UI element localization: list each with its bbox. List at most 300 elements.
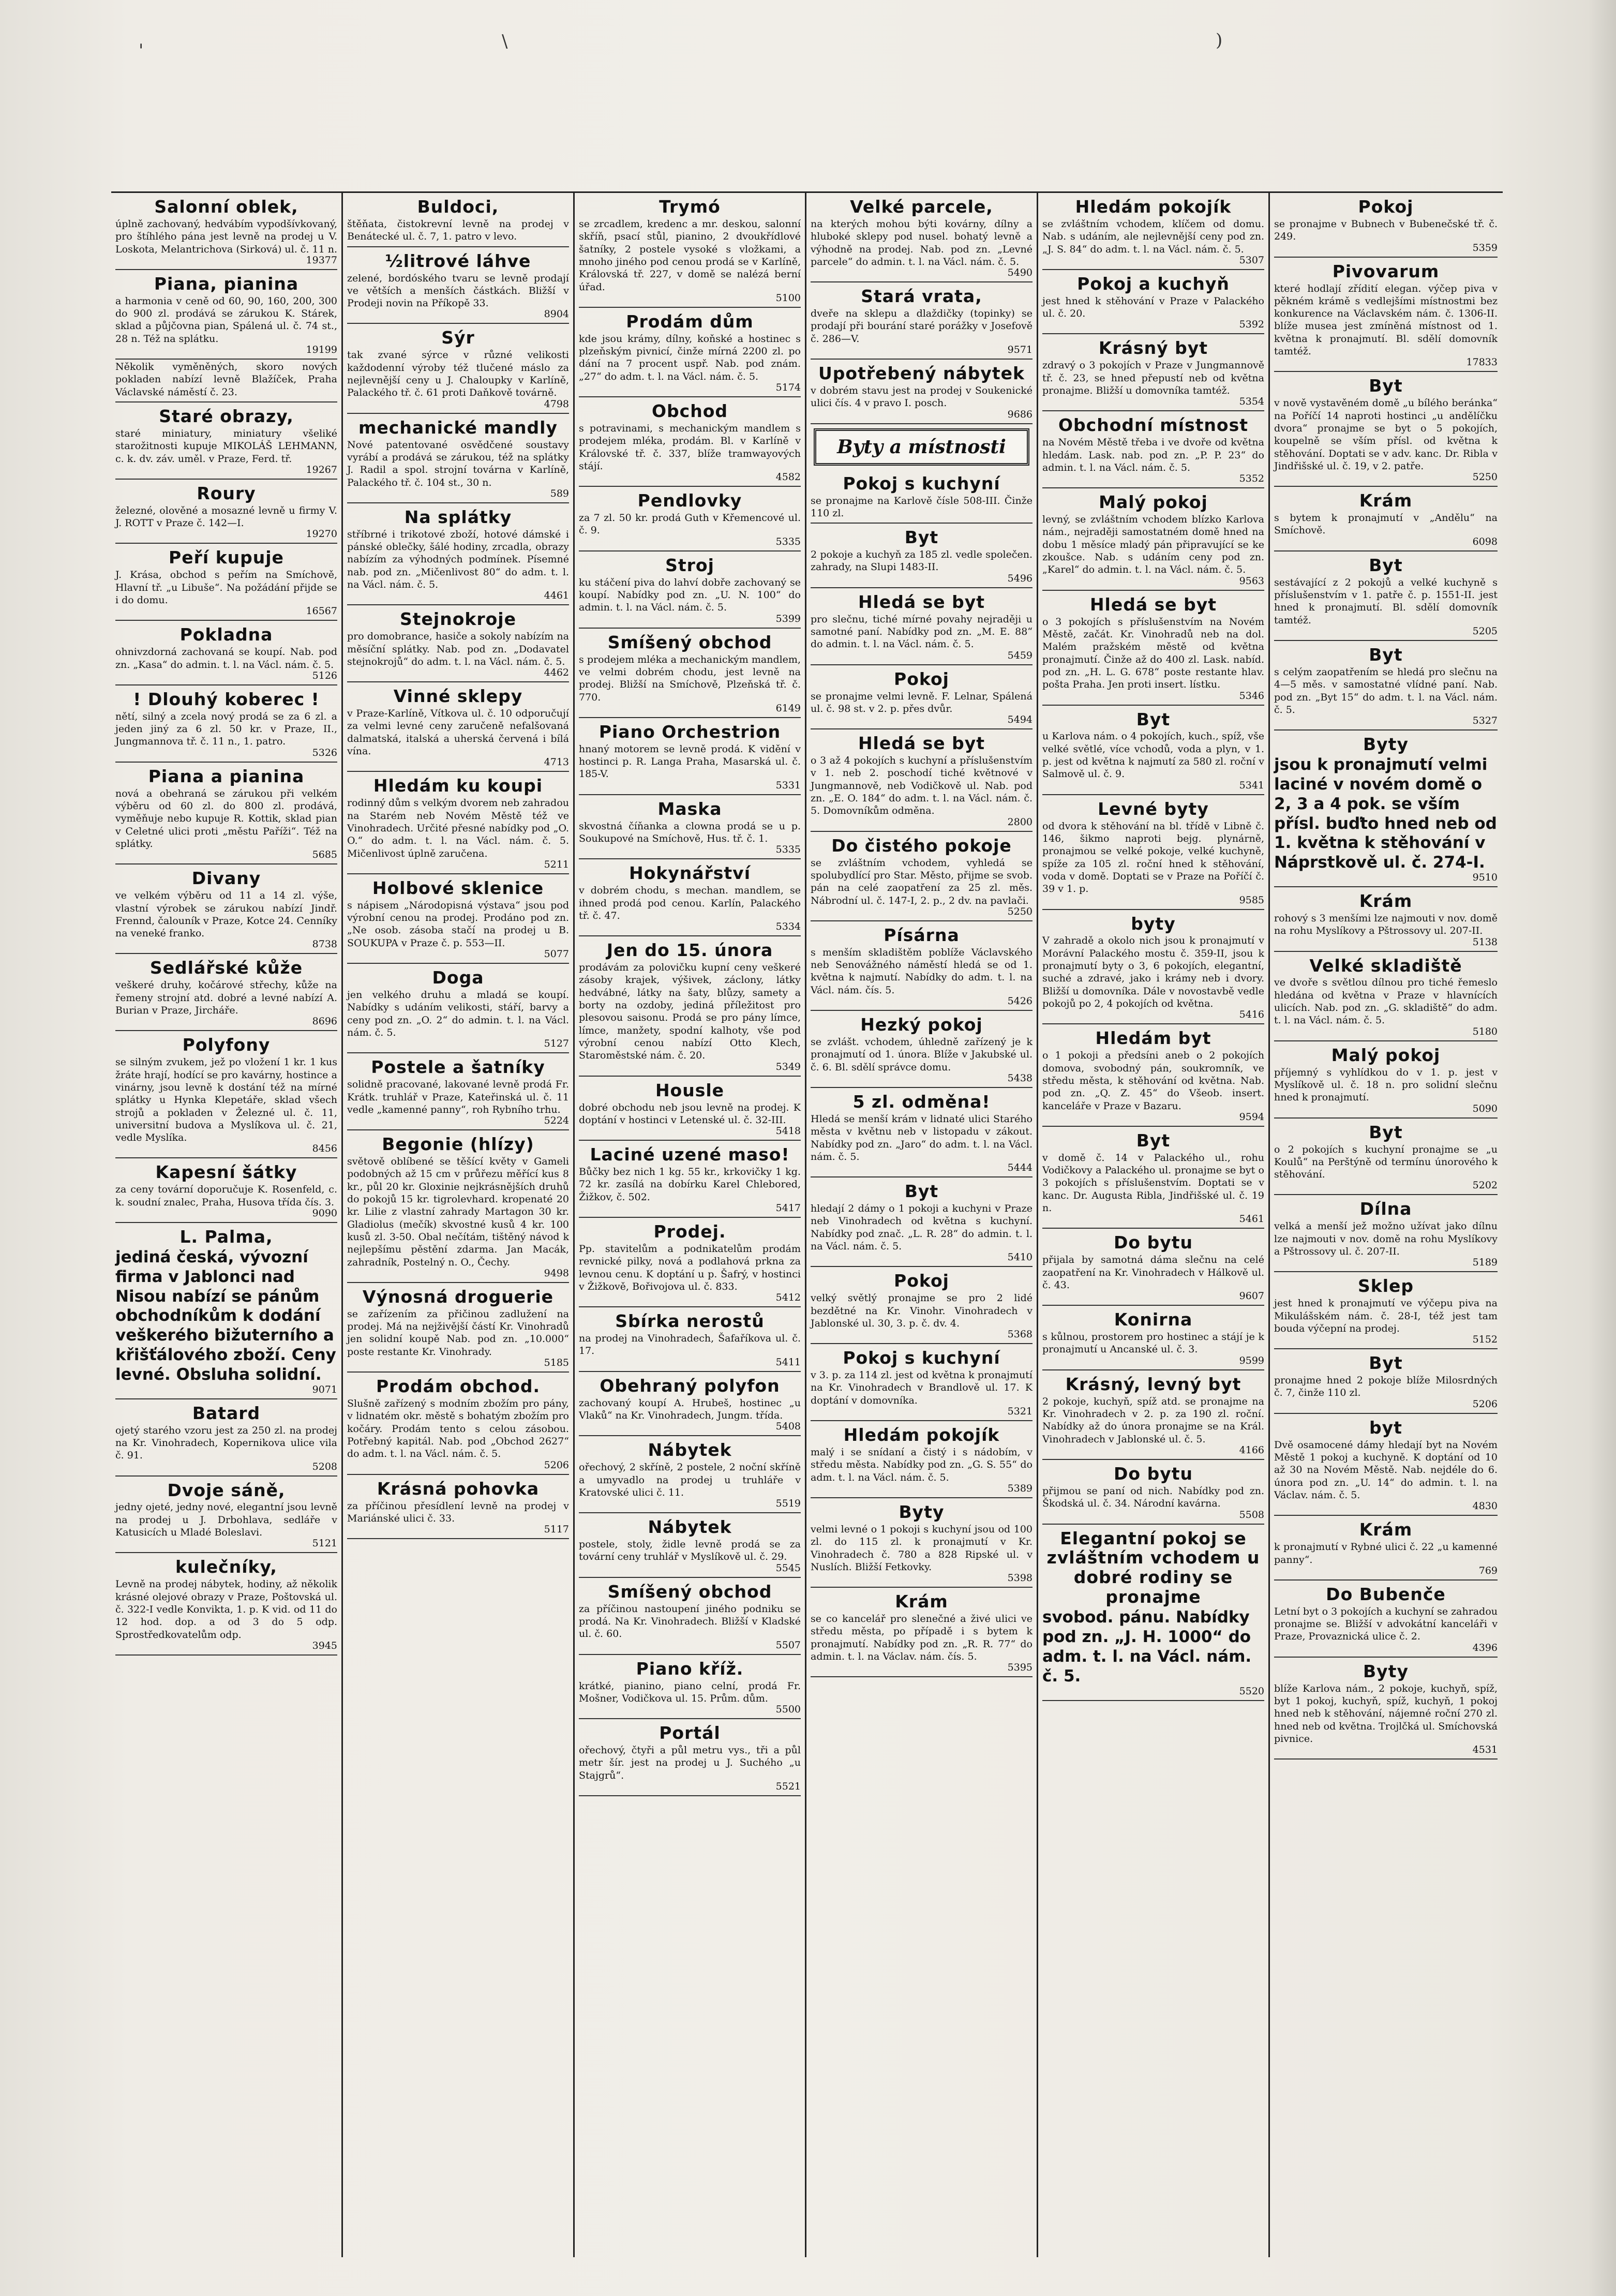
ad-heading: Výnosná droguerie [362, 1286, 554, 1307]
classified-ad [1042, 270, 1264, 335]
ad-heading: Sedlářské kůže [149, 958, 303, 978]
ad-text: v Praze-Karlíně, Vítkova ul. č. 10 odporučují za velmi levné ceny zaručeně nefalšovaná dalmatská, italská a uherská červená i bílá vína. [347, 708, 569, 757]
ad-heading: byt [1369, 1417, 1402, 1438]
classified-ad [1274, 730, 1498, 887]
ad-number: 5408 [775, 1421, 801, 1433]
ad-heading: Hledá se byt [858, 591, 985, 612]
classified-ad [811, 470, 1033, 524]
ad-number: 4713 [544, 756, 569, 768]
ad-number: 8904 [544, 308, 569, 320]
classified-ad [811, 588, 1033, 665]
ad-number: 8456 [312, 1143, 337, 1155]
ad-heading: Na splátky [404, 506, 512, 527]
ad-heading: Krám [1359, 1519, 1413, 1540]
ad-heading: Do Bubenče [1326, 1584, 1446, 1604]
ad-text: hledají 2 dámy o 1 pokoji a kuchyni v Praze neb Vinohradech od května s kuchyní. Nabídky pod znač. „L. R. 28“ do admin. t. l. na Václ. nám. č. 5. [811, 1203, 1033, 1252]
ad-text: jest hned k stěhování v Praze v Palackého ul. č. 20. [1042, 295, 1264, 320]
ad-number: 5127 [544, 1038, 569, 1050]
ad-heading: Kapesní šátky [155, 1162, 297, 1183]
ad-number: 5416 [1239, 1009, 1264, 1021]
ad-heading: Do bytu [1114, 1463, 1193, 1484]
ad-heading: Nábytek [648, 1517, 732, 1538]
ad-heading: Maska [657, 798, 722, 819]
ad-heading: Byt [1136, 1130, 1171, 1151]
ad-text: a harmonia v ceně od 60, 90, 160, 200, 300 do 900 zl. prodává se zárukou K. Stárek, sklad a půjčovna pian, Spálená ul. č. 74 st., 28 n. Též na splátku. [115, 295, 337, 345]
classified-ad [347, 1475, 569, 1540]
column-5 [1038, 193, 1270, 2257]
classified-ad [1042, 706, 1264, 795]
classified-ad [1274, 952, 1498, 1041]
ad-number: 5521 [775, 1781, 801, 1793]
ad-text: k pronajmutí v Rybné ulici č. 22 „u kamenné panny“. [1274, 1541, 1498, 1566]
ad-text: prodávám za polovičku kupní ceny veškeré zásoby krajek, výšivek, záclony, látky hedvábné, látky na šaty, blůzy, samety a borty na ozdoby, jediná příležitost pro plesovou saisonu. Prodá se pro pány límce, límce, manžety, spodní kalhoty, vše pod výrobní cenou nabízí Otto Klech, Staroměstské nám. č. 20. [579, 962, 801, 1062]
ad-text: se zvláštním vchodem, vyhledá se spolubydlící pro Star. Město, přijme se svob. pán na celé zaopatření za 25 zl. měs. Nábrodní ul. č. 147-I, 2. p., 2 dv. na pavlači. [811, 857, 1033, 906]
ad-number: 5180 [1472, 1025, 1498, 1037]
ad-number: 5389 [1007, 1482, 1033, 1494]
ad-number: 5346 [1239, 690, 1264, 702]
ad-heading: Hledá se byt [1089, 594, 1217, 615]
ad-heading: Vinné sklepy [393, 686, 523, 707]
ad-text: levný, se zvláštním vchodem blízko Karlova nám., nejraději samostatném domě hned na dobu 1 měsíce mladý pán připravující se ke zkoušce. Nab. s udáním ceny pod zn. „Karel“ do admin. t. l. na Václ. nám. č. 5. [1042, 514, 1264, 576]
ad-heading: Dílna [1359, 1199, 1412, 1219]
classified-ad [115, 1158, 337, 1223]
classified-ad [115, 954, 337, 1031]
ad-number: 4461 [544, 590, 569, 602]
classified-ad [347, 1373, 569, 1475]
classified-ad [1274, 1414, 1498, 1516]
column-2 [343, 193, 575, 2257]
ad-text: které hodlají zřídití elegan. výčep piva v pěkném krámě s vedlejšími místnostmi bez konkurence na Václavském nám. č. 1306-II. blíže musea jest zmíněná místnost od 1. května k pronajmutí. Bl. sdělí domovník tamtéž. [1274, 282, 1498, 357]
ad-number: 9571 [1007, 344, 1033, 356]
classified-ad [811, 832, 1033, 921]
ad-text: jest hned k pronajmutí ve výčepu piva na Mikulášském nám. č. 28-I, též jest tam bouda výčepní na prodej. [1274, 1298, 1498, 1334]
ad-heading: Pokoj [1358, 197, 1414, 217]
ad-text: skvostná číňanka a clowna prodá se u p. Soukupové na Smíchově, Hus. tř. č. 1. [579, 820, 801, 844]
ad-heading: Begonie (hlízy) [382, 1134, 534, 1155]
ad-text: za 7 zl. 50 kr. prodá Guth v Křemencové ul. č. 9. [579, 512, 801, 536]
classified-ad [1042, 411, 1264, 488]
ad-heading: Byt [1369, 1353, 1403, 1374]
ad-number: 5211 [544, 858, 569, 870]
ad-heading: mechanické mandly [358, 417, 558, 438]
ad-number: 5461 [1239, 1213, 1264, 1225]
ad-text: v nově vystavěném domě „u bílého beránka“ na Poříčí 14 naproti hostinci „u andělíčku dvora“ pronajme se byt o 5 pokojích, koupelně se vším přísl. od května k stěhování. Doptati se v adv. kanc. Dr. Ribla v Jindřišské ul. č. 19, v 2. patře. [1274, 397, 1498, 472]
column-1 [111, 193, 343, 2257]
classified-ad [811, 1588, 1033, 1677]
ad-number: 4582 [775, 471, 801, 483]
ad-number: 5307 [1239, 254, 1264, 266]
classified-ad [811, 524, 1033, 588]
ad-text: se silným zvukem, jež po vložení 1 kr. 1 kus žráte hrají, hodící se pro kavárny, hostince a vinárny, jsou levně k dostání též na mírné splátky u Hynka Klepetáře, sklad všech strojů a pokladen v Železné ul. č. 11, universitní budova a Myslíkova ul. č. 21, vedle Myslíka. [115, 1056, 337, 1144]
classified-ad [811, 1177, 1033, 1267]
ad-text: o 2 pokojích s kuchyní pronajme se „u Koulů“ na Perštýně od termínu únorového k stěhování. [1274, 1143, 1498, 1181]
ad-heading: Sklep [1357, 1276, 1414, 1296]
ad-number: 19377 [306, 254, 337, 266]
ad-heading: Prodám dům [626, 311, 754, 332]
ad-heading: Byt [1369, 1122, 1403, 1142]
ad-text: svobod. pánu. Nabídky pod zn. „J. H. 1000“ do adm. t. l. na Václ. nám. č. 5. [1042, 1608, 1252, 1686]
classified-ad [579, 397, 801, 487]
ad-text: veškeré druhy, kočárové střechy, kůže na řemeny strojní atd. dobré a levné nabízí A. Burian v Praze, Jircháře. [115, 979, 337, 1016]
classified-ad [115, 544, 337, 621]
ad-number: 5410 [1007, 1251, 1033, 1263]
classified-ad [115, 480, 337, 544]
ad-number: 5426 [1007, 995, 1033, 1007]
ad-heading: Byty [1363, 1661, 1409, 1681]
ad-number: 5100 [775, 292, 801, 304]
ad-number: 5206 [1472, 1398, 1498, 1410]
classified-ad [347, 324, 569, 413]
ad-number: 8696 [312, 1016, 337, 1027]
ad-heading: Obchod [651, 401, 728, 421]
ad-text: jediná česká, vývozní firma v Jablonci nad Nisou nabízí se pánům obchodníkům k dodání veškerého bižuterního a křišťálového zboží. Ceny levné. Obsluha solidní. [115, 1247, 336, 1384]
ad-text: sestávající z 2 pokojů a velké kuchyně s příslušenstvím v 1. patře č. p. 1551-II. jest hned k pronajmutí. Bl. sdělí domovník tamtéž. [1274, 576, 1498, 626]
ad-text: 2 pokoje, kuchyň, spíž atd. se pronajme na Kr. Vinohradech v 2. p. za 190 zl. roční. Nabídky až do února pronajme se na Král. Vinohradech v Jablonské ul. č. 5. [1042, 1395, 1264, 1445]
ad-text: štěňata, čistokrevní levně na prodej v Benátecké ul. č. 7, 1. patro v levo. [347, 218, 569, 243]
classified-ad [579, 1513, 801, 1578]
ad-heading: Byty [899, 1501, 945, 1522]
ad-heading: Levné byty [1098, 798, 1209, 819]
ad-text: pro domobrance, hasiče a sokoly nabízím na měsíční splátky. Nab. pod zn. „Dodavatel stejnokrojů“ do adm. t. l. na Václ. nám. č. 5. [347, 631, 569, 667]
ad-text: s prodejem mléka a mechanickým mandlem, ve velmi dobrém chodu, jest levně na prodej. Bližší na Smíchově, Plzeňská tř. č. 770. [579, 653, 801, 703]
ad-heading: Piano Orchestrion [598, 721, 781, 742]
ad-number: 9498 [544, 1267, 569, 1279]
ad-number: 5138 [1472, 936, 1498, 948]
ad-number: 5202 [1472, 1180, 1498, 1191]
classified-ad [347, 1130, 569, 1283]
ad-number: 589 [550, 487, 569, 499]
ad-number: 9607 [1239, 1290, 1264, 1302]
ad-number: 5459 [1007, 649, 1033, 661]
ad-text: na kterých mohou býti kovárny, dílny a hluboké sklepy pod nusel. bohatý levně a výhodně na prodej. Nab. pod zn. „Levné parcele“ do admin. t. l. na Václ. nám. č. 5. [811, 218, 1033, 267]
ad-text: se zrcadlem, kredenc a mr. deskou, salonní skříň, psací stůl, pianino, 2 dvoukřídlové šatníky, 2 postele vysoké s vložkami, a mnoho jiného pod cenou prodá se v Karlíně, Královská tř. 227, v domě se nalézá berní úřad. [579, 218, 801, 293]
ad-number: 5090 [1472, 1102, 1498, 1114]
ad-text: přijmou se paní od nich. Nabídky pod zn. Škodská ul. č. 34. Národní kavárna. [1042, 1485, 1264, 1510]
ad-number: 19199 [306, 344, 337, 356]
ad-text: o 3 až 4 pokojích s kuchyní a příslušenstvím v 1. neb 2. poschodí tiché květnové v Jungmannově, neb Vodičkově ul. Nab. pod zn. „E. O. 184“ do adm. t. l. na Václ. nám. č. 5. Domovníkům odměna. [811, 755, 1033, 817]
classified-ad [579, 551, 801, 629]
ad-number: 2800 [1007, 816, 1033, 828]
classified-ad [347, 414, 569, 503]
ad-number: 6098 [1472, 535, 1498, 547]
classified-ad [347, 964, 569, 1053]
ad-number: 5335 [775, 535, 801, 547]
ad-heading: Do bytu [1114, 1232, 1193, 1253]
classified-ad [115, 763, 337, 865]
classified-ad [579, 1719, 801, 1796]
ad-text: se pronajme velmi levně. F. Lelnar, Spálená ul. č. 98 st. v 2. p. přes dvůr. [811, 690, 1033, 714]
classified-ad [1042, 1460, 1264, 1525]
ad-heading: byty [1131, 913, 1176, 934]
ad-heading: Krásný byt [1098, 338, 1208, 359]
classified-ad [811, 1011, 1033, 1088]
ad-heading: Konirna [1114, 1309, 1193, 1330]
ad-number: 5359 [1472, 242, 1498, 254]
ad-number: 5205 [1472, 625, 1498, 637]
ad-heading: Piana, pianina [154, 273, 299, 294]
ad-text: rohový s 3 menšími lze najmouti v nov. domě na rohu Myslíkovy a Pštrossovy ul. 207-II. [1274, 912, 1498, 937]
ad-heading: Hledám pokojík [1075, 197, 1232, 217]
ad-text: Bůčky bez nich 1 kg. 55 kr., krkovičky 1 kg. 72 kr. zasílá na dobírku Karel Chlebored, Žižkov, č. 502. [579, 1166, 801, 1203]
classified-ad [115, 402, 337, 480]
ad-text: ořechový, čtyři a půl metru vys., tři a půl metr šír. jest na prodej u J. Suchého „u Stajgrů“. [579, 1745, 801, 1781]
ad-heading: Trymó [659, 197, 721, 217]
classified-ad [115, 270, 337, 360]
ad-number: 5326 [312, 747, 337, 758]
ad-heading: Pokoj [894, 1271, 949, 1291]
classified-ad [579, 1372, 801, 1437]
classified-ad [347, 193, 569, 247]
column-4 [806, 193, 1038, 2257]
ad-heading: ½litrové láhve [385, 250, 531, 271]
ad-number: 5341 [1239, 779, 1264, 791]
ad-number: 5077 [544, 948, 569, 960]
classified-ad [1274, 1272, 1498, 1349]
ad-number: 5152 [1472, 1334, 1498, 1346]
classified-ad [115, 193, 337, 270]
ad-heading: Elegantní pokoj se zvláštním vchodem u dobré rodiny se pronajme [1046, 1528, 1260, 1607]
ad-text: přijala by samotná dáma slečnu na celé zaopatření na Kr. Vinohradech v Hálkově ul. č. 43. [1042, 1254, 1264, 1291]
ad-number: 5519 [775, 1498, 801, 1510]
ad-heading: ! Dlouhý koberec ! [133, 689, 320, 709]
ad-text: za příčinou nastoupení jiného podniku se prodá. Na Kr. Vinohradech. Bližší v Kladské ul. č. 60. [579, 1603, 801, 1640]
ad-text: krátké, pianino, piano celní, prodá Fr. Mošner, Vodičkova ul. 15. Prům. dům. [579, 1680, 801, 1704]
ad-heading: Prodám obchod. [376, 1376, 541, 1397]
classified-ad [347, 772, 569, 874]
classified-ad [1042, 193, 1264, 270]
classified-ad [115, 685, 337, 763]
ad-text: s potravinami, s mechanickým mandlem s prodejem mléka, prodám. Bl. v Karlíně v Královské tř. č. 337, blíže tramwayových stájí. [579, 422, 801, 472]
ad-text: zachovaný koupí A. Hrubeš, hostinec „u Vlaků“ na Kr. Vinohradech, Jungm. třída. [579, 1397, 801, 1421]
ad-text: v dobrém stavu jest na prodej v Soukenické ulici čís. 4 v pravo I. posch. [811, 385, 1033, 409]
ad-number: 19267 [306, 464, 337, 475]
ad-number: 9071 [312, 1383, 337, 1395]
ad-text: Levně na prodej nábytek, hodiny, až několik krásné olejové obrazy v Praze, Poštovská ul. č. 322-I vedle Konvikta, 1. p. K vid. od 11 do 12 hod. dop. a od 3 do 5 odp. Sprostředkovatelům odp. [115, 1578, 337, 1641]
ad-number: 5189 [1472, 1257, 1498, 1269]
classified-ad [811, 1344, 1033, 1421]
ad-number: 5444 [1007, 1162, 1033, 1174]
ad-text: blíže Karlova nám., 2 pokoje, kuchyň, spíž, byt 1 pokoj, kuchyň, spíž, kuchyň, 1 pokoj hned neb k stěhování, nájemné roční 270 zl. hned neb od května. Trojlčká ul. Smíchovská pivnice. [1274, 1682, 1498, 1745]
ad-number: 5507 [775, 1639, 801, 1651]
classified-ad [1042, 1024, 1264, 1127]
ad-text: se zvlášt. vchodem, úhledně zařízený je k pronajmutí od 1. února. Blíže v Jakubské ul. č. 6. Bl. sdělí správce domu. [811, 1036, 1033, 1073]
ad-text: staré miniatury, miniatury všeliké starožitnosti kupuje MIKOLÁŠ LEHMANN, c. k. dv. záv. uměl. v Praze, Ferd. tř. [115, 427, 337, 465]
classified-ad [579, 795, 801, 860]
ad-heading: Malý pokoj [1099, 492, 1208, 513]
ad-heading: Pokoj s kuchyní [843, 473, 1000, 494]
ad-number: 8738 [312, 938, 337, 950]
classified-ad [115, 1223, 337, 1399]
ad-heading: Staré obrazy, [159, 406, 294, 426]
classified-ad [347, 503, 569, 606]
ad-number: 5185 [544, 1357, 569, 1369]
ad-heading: Pendlovky [637, 490, 742, 511]
classified-ad [1274, 1581, 1498, 1658]
ad-text: 2 pokoje a kuchyň za 185 zl. vedle společen. zahrady, na Slupi 1483-II. [811, 549, 1033, 573]
classified-ad [1042, 1127, 1264, 1229]
ad-heading: Krám [1359, 890, 1413, 911]
ad-number: 5368 [1007, 1329, 1033, 1340]
ad-text: pro slečnu, tiché mírné povahy nejraději u samotné paní. Nabídky pod zn. „M. E. 88“ do admin. t. l. na Václ. nám. č. 5. [811, 613, 1033, 650]
ad-text: Nové patentované osvědčené soustavy vyrábí a prodává se zárukou, též na splátky J. Radil a spol. strojní továrna v Karlíně, Palackého tř. č. 104 st., 30 n. [347, 439, 569, 488]
ad-heading: Velké skladiště [1309, 955, 1462, 976]
ad-number: 5174 [775, 382, 801, 393]
ad-text: s celým zaopatřením se hledá pro slečnu na 4—5 měs. v samostatné vlídné paní. Nab. pod zn. „Byt 15“ do adm. t. l. na Václ. nám. č. 5. [1274, 666, 1498, 715]
ad-number: 5206 [544, 1459, 569, 1471]
classified-ad [115, 1031, 337, 1158]
ad-text: se zařízením za přičinou zadlužení na prodej. Má na nejživější částí Kr. Vinohradů jen solidní koupě Nab. pod zn. „10.000“ poste restante Kr. Vinohrady. [347, 1308, 569, 1358]
classified-ad [1274, 372, 1498, 487]
ad-number: 9510 [1472, 871, 1498, 883]
classified-ad [347, 247, 569, 324]
page-mark-right: ) [1216, 30, 1223, 51]
ad-number: 5250 [1472, 471, 1498, 483]
ad-heading: Upotřebený nábytek [818, 363, 1025, 384]
ad-heading: Pivovarum [1332, 261, 1440, 281]
ad-text: kde jsou krámy, dílny, koňské a hostinec s plzeňským pivnicí, činže mírná 2200 zl. po dání na 7 procent uspř. Nab. pod znám. „27“ do adm. t. l. na Václ. nám. č. 5. [579, 333, 801, 382]
ad-heading: Piana a pianina [148, 766, 305, 786]
column-6 [1270, 193, 1502, 2257]
ad-heading: Hokynářství [629, 863, 751, 884]
ad-number: 5411 [775, 1356, 801, 1368]
ad-number: 5508 [1239, 1509, 1264, 1520]
classified-ad [1042, 795, 1264, 910]
column-3 [575, 193, 806, 2257]
ad-text: velmi levné o 1 pokoji s kuchyní jsou od 100 zl. do 115 zl. k pronajmutí v Kr. Vinohradech č. 780 a 828 Ripské ul. v Nuslích. Bližší Fetkovky. [811, 1523, 1033, 1573]
ad-text: světově oblíbené se těšící květy v Gameli podobných až 15 cm v průřezu měřící kus 8 kr., půl 20 kr. Gloxinie nejkrásnějších druhů do pokojů 15 kr. tigrolevhard. kropenaté 20 kr. Lilie z vlastní zahrady Martagon 30 kr. Gladiolus (mečík) skvostné kusů 4 kr. 100 kusů zl. 3-50. Obal nečítám, tištěný návod k nejlepšímu pěstění zdarma. Jan Macák, zahradník, Postelný n. O., Čechy. [347, 1156, 569, 1268]
ad-text: na prodej na Vinohradech, Šafaříkova ul. č. 17. [579, 1333, 801, 1357]
classified-ad [1274, 487, 1498, 551]
ad-heading: Krám [1359, 490, 1413, 511]
ad-heading: Portál [659, 1723, 721, 1743]
ad-text: ku stáčení piva do lahví dobře zachovaný se koupí. Nabídky pod zn. „U. N. 100“ do admin. t. l. na Václ. nám. č. 5. [579, 576, 801, 614]
ad-number: 9599 [1239, 1354, 1264, 1366]
classified-ad [579, 487, 801, 551]
classified-ad [579, 1307, 801, 1372]
ad-text: se zvláštním vchodem, klíčem od domu. Nab. s udáním, ale nejlevnější ceny pod zn. „J. S. 84“ do adm. t. l. na Václ. nám. č. 5. [1042, 218, 1264, 255]
ad-heading: Salonní oblek, [154, 197, 298, 217]
ad-text: V zahradě a okolo nich jsou k pronajmutí v Morávní Palackého mostu č. 359-II, jsou k pronajmutí byty o 3, 6 pokojích, elegantní, suché a zdravé, jako i krámy neb i dvory. Bližší u domovníka. Dále v novostavbě vedle pokojů po 2, 4 pokojích od května. [1042, 935, 1264, 1009]
ad-heading: Stroj [665, 555, 714, 575]
classified-ad [347, 682, 569, 772]
ad-number: 5224 [544, 1115, 569, 1127]
ad-heading: Housle [655, 1080, 725, 1100]
ad-heading: Pokladna [179, 624, 273, 645]
classified-ad [1274, 1349, 1498, 1414]
ad-heading: Batard [192, 1403, 261, 1423]
ad-text: úplně zachovaný, hedvábím vypodšívkovaný, pro štíhlého pána jest levně na prodej u V. Loskota, Melantrichova (Sirková) ul. č. 11 n. [115, 218, 338, 255]
ad-text: dobré obchodu neb jsou levně na prodej. K doptání v hostinci v Letenské ul. č. 32-III. [579, 1101, 801, 1126]
ad-number: 5335 [775, 844, 801, 856]
ad-number: 5392 [1239, 319, 1264, 331]
ad-number: 4166 [1239, 1444, 1264, 1456]
ad-text: za příčinou přesídlení levně na prodej v Mariánské ulici č. 33. [347, 1500, 569, 1524]
ad-text: s bytem k pronajmutí v „Andělu“ na Smíchově. [1274, 512, 1498, 536]
ad-number: 9594 [1239, 1111, 1264, 1123]
classified-ad [115, 1477, 337, 1554]
page-mark-left: ' [139, 40, 144, 61]
classified-ad [579, 1436, 801, 1513]
ad-heading: Smíšený obchod [607, 1581, 772, 1602]
ad-number: 5399 [775, 613, 801, 624]
classified-ad [1274, 887, 1498, 952]
classified-ad [579, 193, 801, 308]
ad-heading: Peří kupuje [169, 547, 284, 568]
ad-number: 5354 [1239, 396, 1264, 408]
classified-ad [1042, 910, 1264, 1025]
ad-number: 6149 [775, 702, 801, 714]
classified-ad [811, 1498, 1033, 1588]
ad-text: Letní byt o 3 pokojích a kuchyní se zahradou pronajme se. Bližší v advokátní kanceláři v Praze, Provaznická ulice č. 2. [1274, 1605, 1498, 1643]
ad-heading: Krásná pohovka [377, 1478, 540, 1499]
ad-text: ve dvoře s světlou dílnou pro tiché řemeslo hledána od května v Praze v hlavnících ulicích. Nab. pod zn. „G. skladiště“ do adm. t. l. na Václ. nám. č. 5. [1274, 977, 1498, 1026]
ad-number: 5398 [1007, 1572, 1033, 1584]
classified-ad [811, 729, 1033, 832]
ad-text: Slušně zařízený s modním zbožím pro pány, v lidnatém okr. městě s bohatým zbožím pro kočáry. Prodám tento s celou zásobou. Potřebný kapitál. Nab. pod „Obchod 2627“ do adm. t. l. na Václ. nám. č. 5. [347, 1398, 569, 1460]
ad-text: ojetý starého vzoru jest za 250 zl. na prodej na Kr. Vinohradech, Kopernikova ulice vila č. 91. [115, 1424, 337, 1462]
ad-number: 5349 [775, 1061, 801, 1072]
ad-text: pronajme hned 2 pokoje blíže Milosrdných č. 7, činže 110 zl. [1274, 1375, 1498, 1399]
classified-ad [579, 859, 801, 936]
ad-text: v dobrém chodu, s mechan. mandlem, se ihned prodá pod cenou. Karlín, Palackého tř. č. 47. [579, 885, 801, 921]
classified-ad [579, 1141, 801, 1218]
page-mark-middle: \ [502, 31, 508, 52]
ad-text: Pp. stavitelům a podnikatelům prodám revnické pilky, nová a podlahová prkna za levnou cenu. K doptání u p. Šafrý, v hostinci v Žižkově, Bořivojova ul. č. 833. [579, 1243, 801, 1292]
ad-text: o 1 pokoji a předsíni aneb o 2 pokojích domova, svobodný pán, soukromník, ve středu města, k stěhování od května. Nab. pod zn. „Q. Z. 45“ do Všeob. insert. kanceláře v Praze v Bazaru. [1042, 1050, 1264, 1112]
ad-text: s kůlnou, prostorem pro hostinec a stájí je k pronajmutí u Ancanské ul. č. 3. [1042, 1331, 1264, 1355]
classified-ad [1274, 258, 1498, 372]
ad-text: od dvora k stěhování na bl. třídě v Libně č. 146, šikmo naproti bejg. plynárně, pronajmou se velké pokoje, velké kuchyně, spíže za 105 zl. roční hned k stěhování, voda v domě. Doptati se v Praze na Poříčí č. 39 v 1. p. [1042, 820, 1264, 895]
ad-number: 5412 [775, 1292, 801, 1304]
ad-number: 5490 [1007, 267, 1033, 279]
classified-columns [111, 191, 1503, 2257]
ad-number: 5334 [775, 921, 801, 933]
section-heading: Byty a místnosti [814, 428, 1029, 466]
ad-heading: Jen do 15. února [606, 940, 773, 961]
ad-heading: Krám [895, 1591, 948, 1612]
ad-number: 9090 [312, 1207, 337, 1219]
page-edge-shadow [1588, 0, 1616, 2296]
ad-text: ve velkém výběru od 11 a 14 zl. výše, vlastní výrobek se zárukou nabízí Jindř. Frennd, čalouník v Praze, Kotce 24. Cenníky na veneké franko. [115, 890, 337, 940]
classified-ad [347, 874, 569, 964]
ad-number: 3945 [312, 1639, 337, 1651]
classified-ad [1274, 1516, 1498, 1581]
classified-ad [1042, 1306, 1264, 1370]
classified-ad [811, 360, 1033, 424]
ad-heading: Sbírka nerostů [615, 1311, 765, 1332]
ad-text: s nápisem „Národopisná výstava“ jsou pod výrobní cenou na prodej. Prodáno pod zn. „Ne osob. zásoba stačí na prodej u B. SOUKUPA v Praze č. p. 553—II. [347, 899, 569, 949]
ad-heading: Buldoci, [417, 197, 499, 217]
ad-heading: Obehraný polyfon [600, 1375, 780, 1396]
ad-text: Dvě osamocené dámy hledají byt na Novém Městě 1 pokoj a kuchyně. K doptání od 10 až 30 na Novém Městě. Nab. nejdéle do 6. února pod zn. „U. 14“ do admin. t. l. na Václav. nám. č. 5. [1274, 1439, 1498, 1501]
ad-heading: Hledám pokojík [843, 1425, 1000, 1445]
classified-ad [347, 605, 569, 682]
ad-text: na Novém Městě třeba i ve dvoře od května hledám. Lask. nab. pod zn. „P. P. 23“ do admin. t. l. na Václ. nám. č. 5. [1042, 437, 1264, 473]
ad-text: zelené, bordóského tvaru se levně prodají ve větších a menších částkách. Bližší v Prodeji novin na Příkopě 33. [347, 272, 569, 309]
ad-text: malý i se snídaní a čistý i s nádobím, v středu města. Nabídky pod zn. „G. S. 55“ do adm. t. l. na Václ. nám. č. 5. [811, 1447, 1033, 1483]
ad-heading: Prodej. [653, 1221, 726, 1242]
ad-number: 5117 [544, 1524, 569, 1535]
classified-ad [115, 621, 337, 685]
ad-text: postele, stoly, židle levně prodá se za tovární ceny truhlář v Myslíkově ul. č. 29. [579, 1539, 801, 1563]
ad-text: solidně pracované, lakované levně prodá Fr. Krátk. truhlář v Praze, Kateřinská ul. č. 11 vedle „kamenné panny“, roh Rybního trhu. [347, 1079, 569, 1115]
ad-heading: Hledám byt [1095, 1028, 1211, 1049]
ad-heading: Písárna [884, 925, 960, 945]
ad-heading: Krásný, levný byt [1065, 1374, 1241, 1394]
ad-number: 5685 [312, 849, 337, 861]
classified-ad [115, 360, 337, 402]
ad-text: ohnivzdorná zachovaná se koupí. Nab. pod zn. „Kasa“ do admin. t. l. na Václ. nám. č. 5. [115, 646, 337, 670]
